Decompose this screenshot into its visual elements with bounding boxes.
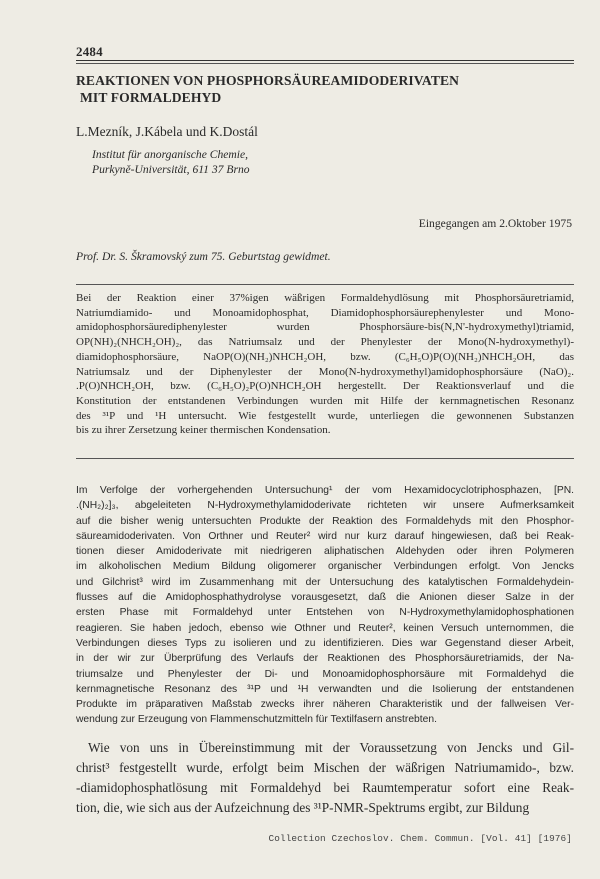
body-line: flusses auf die Amidophosphathydrolyse vorausgesetzt, daß die Anionen dieser Salze in der — [76, 592, 574, 604]
header-rule-thin — [76, 63, 574, 64]
body-line: wendung zur Erzeugung von Flammenschutzmitteln für Textilfasern anstrebten. — [76, 714, 437, 726]
abstract-line: Natriumsalz und der Diphenylester der Mono(N-hydroxymethyl)amidophosphorsäure (NaO)₂. — [76, 365, 574, 378]
affiliation-line: Purkyně-Universität, 611 37 Brno — [92, 163, 250, 176]
abstract-line: Natriumdiamido- und Monoamidophosphat, Diamidophosphorsäurephenylester und Mono- — [76, 306, 574, 319]
header-rule — [76, 60, 574, 61]
authors: L.Mezník, J.Kábela und K.Dostál — [76, 124, 258, 139]
body-line: Produkte im präparativen Maßstab zwecks ihrer näheren Charakteristik und der fallweisen Ver- — [76, 699, 574, 711]
body-line: Verbindungen dieses Typs zu isolieren und zu identifizieren. Dies war Gegenstand dieser Arbeit, — [76, 637, 574, 649]
body-line: .(NH₂)₂]₃, abgeleiteten N-Hydroxymethylamidoderivate richteten wir unsere Aufmerksamkeit — [76, 500, 574, 512]
second-paragraph — [76, 738, 574, 818]
introduction-paragraph — [76, 483, 574, 728]
abstract-line: bis zu ihrer Zersetzung keiner thermischen Kondensation. — [76, 424, 331, 437]
journal-footer: Collection Czechoslov. Chem. Commun. [Vol. 41] [1976] — [268, 833, 572, 844]
body-line: Im Verfolge der vorhergehenden Untersuchung¹ der vom Hexamidocyclotriphosphazen, [PN. — [76, 485, 574, 496]
abstract-line: diamidophosphorsäure, NaOP(O)(NH₂)NHCH₂OH, bzw. (C₆H₅O)P(O)(NH₂)NHCH₂OH, das — [76, 350, 574, 363]
body-line: christ³ festgestellt wurde, erfolgt beim Mischen der wäßrigen Natriumamido-, bzw. — [76, 760, 574, 775]
title-line: REAKTIONEN VON PHOSPHORSÄUREAMIDODERIVATEN — [76, 73, 460, 88]
affiliation — [92, 147, 250, 177]
abstract — [76, 291, 574, 438]
article-title — [76, 72, 566, 106]
affiliation-line: Institut für anorganische Chemie, — [92, 148, 249, 161]
dedication: Prof. Dr. S. Škramovský zum 75. Geburtstag gewidmet. — [76, 250, 331, 263]
abstract-line: OP(NH)₂(NHCH₂OH)₂, das Natriumsalz und der Phenylester der Mono(N-hydroxymethyl)- — [76, 336, 574, 349]
body-line: tionen dieser Amidoderivate mit niedrigeren aliphatischen Aldehyden oder ihren Polymeren — [76, 546, 574, 558]
body-line: Wie von uns in Übereinstimmung mit der Voraussetzung von Jencks und Gil- — [88, 740, 574, 755]
title-line: MIT FORMALDEHYD — [80, 90, 222, 105]
body-line: tion, die, wie sich aus der Aufzeichnung des ³¹P-NMR-Spektrums ergibt, zur Bildung — [76, 800, 530, 815]
abstract-line: des ³¹P und ¹H untersucht. Wie festgestellt wurde, unterliegen die gewonnenen Substanzen — [76, 409, 574, 422]
body-line: in der wir zur Überprüfung des Verlaufs der Reaktionen des Phosphorsäuretriamids, der Na- — [76, 653, 574, 665]
abstract-line: amidophosphorsäurediphenylester wurden Phosphorsäure-bis(N,N'-hydroxymethyl)triamid, — [76, 321, 574, 334]
abstract-line: Bei der Reaktion einer 37%igen wäßrigen Formaldehydlösung mit Phosphorsäuretriamid, — [76, 292, 574, 304]
received-date: Eingegangen am 2.Oktober 1975 — [418, 217, 572, 230]
body-line: -diamidophosphatlösung mit Formaldehyd bei Raumtemperatur sofort eine Reak- — [76, 780, 574, 795]
body-line: reagieren. Sie haben jedoch, ebenso wie Othner und Reuter², keinen Versuch unternommen, die — [76, 622, 574, 634]
abstract-line: Konstitution der entstandenen Verbindungen wurden mit Hilfe der kernmagnetischen Resonanz — [76, 394, 574, 407]
body-line: und Gilchrist³ wird im Zusammenhang mit der Untersuchung des katalytischen Formaldehydein- — [76, 576, 574, 588]
body-line: kernmagnetische Resonanz des ³¹P und ¹H verwandten und die Isolierung der entstandenen — [76, 683, 574, 695]
body-line: auf die bisher wenig untersuchten Produkte der Reaktion des Formaldehyds mit den Phosphor- — [76, 515, 574, 527]
page-number: 2484 — [76, 44, 103, 59]
body-line: triumsalze und Phenylester der Di- und Monoamidophosphorsäure mit Formaldehyd die — [76, 668, 574, 680]
body-line: ersten Phase mit Formaldehyd unter Entstehen von N-Hydroxymethylamidophosphationen — [76, 607, 574, 619]
body-line: im alkoholischen Medium Bildung oligomerer organischer Verbindungen erfolgt. Von Jencks — [76, 561, 574, 573]
body-line: säureamidoderivaten. Von Orthner und Reuter² wird nur kurz darauf hingewiesen, daß bei Reak- — [76, 530, 574, 542]
abstract-line: .P(O)NHCH₂OH, bzw. (C₆H₅O)₂P(O)NHCH₂OH hergestellt. Der Reaktionsverlauf und die — [76, 380, 574, 393]
